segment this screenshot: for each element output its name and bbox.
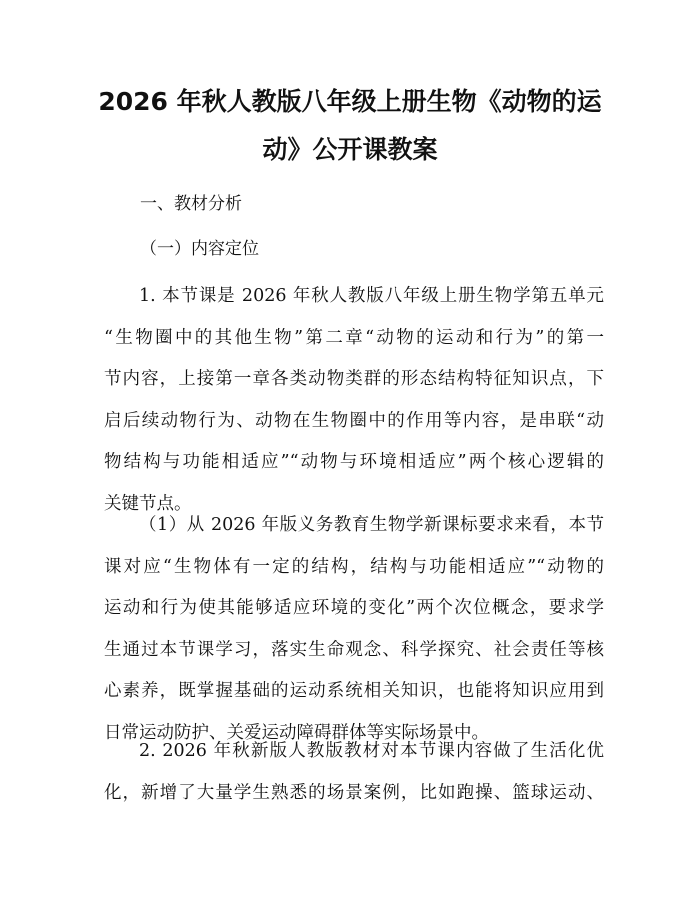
subsection-heading: （一）内容定位 — [140, 239, 259, 259]
paragraph-line: 1. 本节课是 2026 年秋人教版八年级上册生物学第五单元 — [139, 286, 604, 306]
paragraph-line: 化，新增了大量学生熟悉的场景案例，比如跑操、篮球运动、 — [104, 782, 604, 803]
paragraph-line: 运动和行为使其能够适应环境的变化”两个次位概念，要求学 — [104, 598, 604, 618]
paragraph-line: 心素养，既掌握基础的运动系统相关知识，也能将知识应用到 — [104, 681, 604, 701]
paragraph-1 — [104, 276, 604, 525]
paragraph-line: 节内容，上接第一章各类动物类群的形态结构特征知识点，下 — [104, 369, 604, 389]
document-title-line-2: 动》公开课教案 — [262, 135, 438, 164]
paragraph-line: 生通过本节课学习，落实生命观念、科学探究、社会责任等核 — [104, 639, 604, 660]
paragraph-3 — [104, 731, 604, 814]
paragraph-line: 物结构与功能相适应”“动物与环境相适应”两个核心逻辑的 — [104, 452, 604, 472]
document-title-line-1: 2026 年秋人教版八年级上册生物《动物的运 — [98, 87, 602, 116]
paragraph-line: 关键节点。 — [104, 493, 192, 514]
paragraph-line: （1）从 2026 年版义务教育生物学新课标要求来看，本节 — [139, 515, 604, 535]
paragraph-line: “生物圈中的其他生物”第二章“动物的运动和行为”的第一 — [104, 327, 604, 348]
paragraph-line: 启后续动物行为、动物在生物圈中的作用等内容，是串联“动 — [104, 410, 604, 431]
paragraph-2 — [104, 505, 604, 754]
section-heading: 一、教材分析 — [140, 194, 242, 214]
paragraph-line: 课对应“生物体有一定的结构，结构与功能相适应”“动物的 — [104, 556, 604, 577]
paragraph-line: 日常运动防护、关爱运动障碍群体等实际场景中。 — [104, 722, 489, 743]
paragraph-line: 2. 2026 年秋新版人教版教材对本节课内容做了生活化优 — [139, 741, 604, 761]
